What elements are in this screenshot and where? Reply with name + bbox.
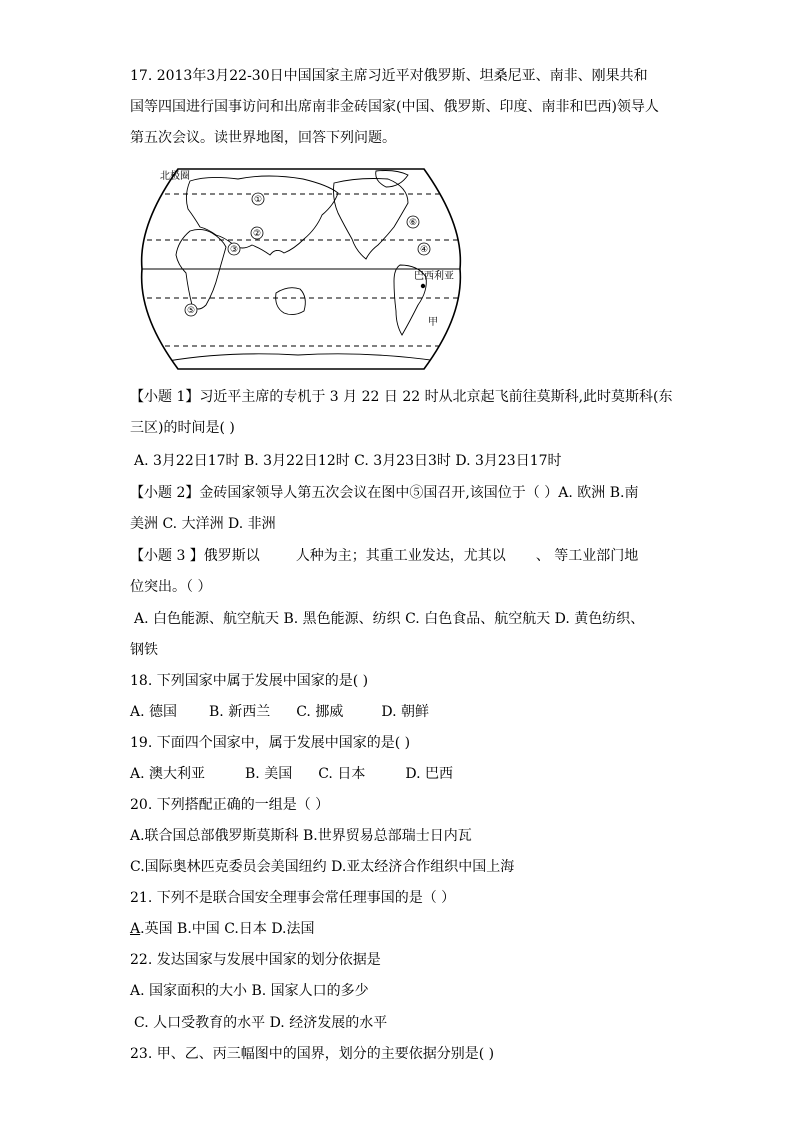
q17-sub3-options2: 钢铁 <box>130 642 158 658</box>
svg-text:⑥: ⑥ <box>408 218 418 228</box>
q18-option-c: C. 挪威 <box>296 704 344 720</box>
q18-option-a: A. 德国 <box>130 704 178 720</box>
q17-sub3-part3: 、 等工业部门地 <box>535 548 639 564</box>
q19-options <box>130 764 453 784</box>
map-label-jia: 甲 <box>428 317 438 328</box>
q22-options-line1: A. 国家面积的大小 B. 国家人口的多少 <box>130 983 369 999</box>
q21-options <box>130 919 315 939</box>
q17-sub1-line2: 三区)的时间是( ) <box>130 420 235 436</box>
q18-option-d: D. 朝鲜 <box>381 704 429 720</box>
brasilia-point <box>421 284 425 288</box>
q17-sub3-line2: 位突出。（ ） <box>130 579 212 595</box>
q21-options-rest: .英国 B.中国 C.日本 D.法国 <box>140 921 315 937</box>
q17-stem-line2: 国等四国进行国事访问和出席南非金砖国家(中国、俄罗斯、印度、南非和巴西)领导人 <box>130 99 659 115</box>
map-marker-6 <box>407 216 419 228</box>
q20-options-line2: C.国际奥林匹克委员会美国纽约 D.亚太经济合作组织中国上海 <box>130 859 515 875</box>
svg-text:④: ④ <box>419 245 429 255</box>
q23-stem: 23. 甲、乙、丙三幅图中的国界，划分的主要依据分别是( ) <box>130 1046 495 1062</box>
q20-options-line1: A.联合国总部俄罗斯莫斯科 B.世界贸易总部瑞士日内瓦 <box>130 828 472 844</box>
q21-option-a-letter: A <box>130 921 141 937</box>
map-label-brasilia: 巴西利亚 <box>414 271 454 282</box>
q18-stem: 18. 下列国家中属于发展中国家的是( ) <box>130 673 369 689</box>
svg-text:③: ③ <box>229 245 239 255</box>
q17-sub2-line2: 美洲 C. 大洋洲 D. 非洲 <box>130 516 276 532</box>
q22-options-line2: C. 人口受教育的水平 D. 经济发展的水平 <box>134 1015 388 1031</box>
map-marker-2 <box>251 227 263 239</box>
svg-text:①: ① <box>253 195 263 205</box>
q20-stem: 20. 下列搭配正确的一组是（ ） <box>130 797 330 813</box>
q17-sub2-line1: 【小题 2】金砖国家领导人第五次会议在图中⑤国召开,该国位于（ ）A. 欧洲 B.南 <box>130 485 639 501</box>
map-marker-5 <box>185 304 197 316</box>
q17-sub3-line1 <box>130 546 638 566</box>
q21-stem: 21. 下列不是联合国安全理事会常任理事国的是（ ） <box>130 890 456 906</box>
q19-stem: 19. 下面四个国家中，属于发展中国家的是( ) <box>130 735 411 751</box>
q17-sub3-part1: 【小题 3 】俄罗斯以 <box>130 548 260 564</box>
q18-options <box>130 702 429 722</box>
q19-option-b: B. 美国 <box>245 766 293 782</box>
q17-stem-line3: 第五次会议。读世界地图，回答下列问题。 <box>130 130 396 146</box>
q19-option-d: D. 巴西 <box>405 766 453 782</box>
world-map <box>138 165 464 373</box>
map-label-arctic: 北极圈 <box>160 171 190 182</box>
map-marker-3 <box>228 243 240 255</box>
q17-sub3-part2: 人种为主；其重工业发达，尤其以 <box>295 548 506 564</box>
q17-sub1-line1: 【小题 1】习近平主席的专机于 3 月 22 日 22 时从北京起飞前往莫斯科,此时莫斯科(东 <box>130 389 673 405</box>
svg-text:②: ② <box>252 229 262 239</box>
map-marker-1 <box>252 193 264 205</box>
q19-option-a: A. 澳大利亚 <box>130 766 206 782</box>
q17-sub1-options: A. 3月22日17时 B. 3月22日12时 C. 3月23日3时 D. 3月23日17时 <box>134 453 562 469</box>
q22-stem: 22. 发达国家与发展中国家的划分依据是 <box>130 952 381 968</box>
q17-stem-line1: 17. 2013年3月22-30日中国国家主席习近平对俄罗斯、坦桑尼亚、南非、刚果共和 <box>130 68 648 84</box>
svg-text:⑤: ⑤ <box>186 306 196 316</box>
q19-option-c: C. 日本 <box>318 766 366 782</box>
q18-option-b: B. 新西兰 <box>209 704 271 720</box>
map-marker-4 <box>418 243 430 255</box>
q17-sub3-options1: A. 白色能源、航空航天 B. 黑色能源、纺织 C. 白色食品、航空航天 D. 黄色纺织、 <box>134 611 645 627</box>
